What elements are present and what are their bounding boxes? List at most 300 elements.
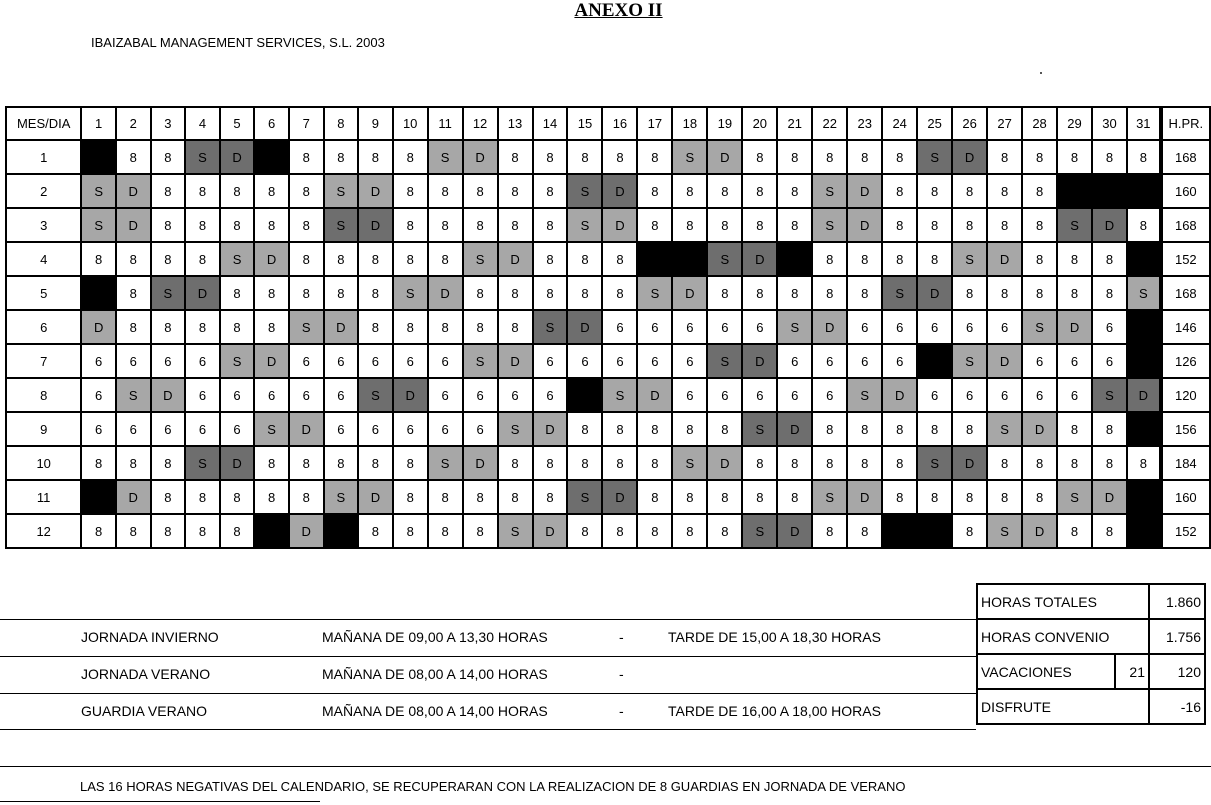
- hours-cell: 8: [393, 310, 428, 344]
- sunday-cell: D: [1022, 514, 1057, 548]
- hours-cell: 8: [498, 174, 533, 208]
- holiday-cell: [1057, 174, 1092, 208]
- hours-cell: 8: [812, 514, 847, 548]
- holiday-cell: [81, 140, 116, 174]
- day-header: 30: [1092, 107, 1127, 140]
- saturday-cell: S: [393, 276, 428, 310]
- sunday-cell: D: [847, 480, 882, 514]
- day-header: 24: [882, 107, 917, 140]
- disfrute-label: DISFRUTE: [977, 689, 1149, 724]
- hours-cell: 6: [81, 378, 116, 412]
- sunday-cell: D: [324, 310, 359, 344]
- month-total: 152: [1161, 242, 1210, 276]
- footer-note: LAS 16 HORAS NEGATIVAS DEL CALENDARIO, SE RECUPERARAN CON LA REALIZACION DE 8 GUARDIAS EN JORNADA DE VERANO: [80, 779, 906, 794]
- hours-cell: 8: [463, 514, 498, 548]
- hours-cell: 8: [1057, 412, 1092, 446]
- hours-cell: 8: [952, 174, 987, 208]
- hours-cell: 8: [289, 140, 324, 174]
- hours-cell: 8: [987, 208, 1022, 242]
- hours-cell: 8: [393, 140, 428, 174]
- hours-cell: 8: [777, 140, 812, 174]
- month-row: [6, 412, 1210, 446]
- sunday-cell: D: [707, 446, 742, 480]
- saturday-cell: S: [324, 174, 359, 208]
- hours-cell: 8: [1092, 276, 1127, 310]
- month-row: [6, 480, 1210, 514]
- hours-cell: 8: [533, 174, 568, 208]
- day-header: 26: [952, 107, 987, 140]
- sunday-cell: D: [289, 412, 324, 446]
- sunday-cell: D: [952, 446, 987, 480]
- calendar-body: [6, 140, 1210, 548]
- saturday-cell: S: [1022, 310, 1057, 344]
- month-label: 10: [6, 446, 81, 480]
- vacaciones-days: 21: [1115, 654, 1149, 689]
- hours-cell: 8: [812, 242, 847, 276]
- saturday-cell: S: [917, 140, 952, 174]
- day-header: 1: [81, 107, 116, 140]
- page-title: ANEXO II: [574, 0, 663, 21]
- hours-cell: 8: [151, 514, 186, 548]
- sunday-cell: D: [116, 480, 151, 514]
- sunday-cell: D: [533, 412, 568, 446]
- disfrute-value: -16: [1149, 689, 1205, 724]
- day-header: 23: [847, 107, 882, 140]
- hours-cell: 8: [116, 310, 151, 344]
- hours-cell: 8: [742, 208, 777, 242]
- saturday-cell: S: [220, 242, 255, 276]
- sunday-cell: D: [742, 344, 777, 378]
- hours-cell: 8: [777, 276, 812, 310]
- divider: [0, 619, 976, 620]
- day-header: 2: [116, 107, 151, 140]
- hours-cell: 6: [812, 378, 847, 412]
- hours-cell: 8: [742, 276, 777, 310]
- hours-cell: 8: [254, 174, 289, 208]
- totals-row: [977, 584, 1205, 619]
- schedule-afternoon: TARDE DE 15,00 A 18,30 HORAS: [668, 629, 881, 645]
- holiday-cell: [567, 378, 602, 412]
- hours-cell: 8: [393, 208, 428, 242]
- hours-cell: 8: [1022, 208, 1057, 242]
- hours-cell: 8: [777, 174, 812, 208]
- holiday-cell: [1127, 242, 1161, 276]
- saturday-cell: S: [498, 514, 533, 548]
- saturday-cell: S: [220, 344, 255, 378]
- month-label: 8: [6, 378, 81, 412]
- hours-cell: 8: [882, 242, 917, 276]
- saturday-cell: S: [289, 310, 324, 344]
- schedule-name: GUARDIA VERANO: [81, 703, 208, 719]
- schedule-afternoon: TARDE DE 16,00 A 18,00 HORAS: [668, 703, 881, 719]
- month-row: [6, 310, 1210, 344]
- schedule-separator: -: [619, 629, 624, 645]
- month-label: 9: [6, 412, 81, 446]
- hours-cell: 8: [428, 514, 463, 548]
- hours-cell: 8: [289, 480, 324, 514]
- saturday-cell: S: [742, 514, 777, 548]
- hours-cell: 8: [847, 140, 882, 174]
- saturday-cell: S: [637, 276, 672, 310]
- hours-cell: 8: [812, 412, 847, 446]
- hours-cell: 6: [498, 378, 533, 412]
- hours-cell: 8: [1127, 446, 1161, 480]
- day-header: 5: [220, 107, 255, 140]
- hours-cell: 6: [952, 310, 987, 344]
- hours-cell: 6: [742, 310, 777, 344]
- hours-cell: 6: [358, 344, 393, 378]
- hours-cell: 8: [987, 276, 1022, 310]
- hours-cell: 8: [917, 412, 952, 446]
- hours-cell: 6: [463, 378, 498, 412]
- hours-cell: 8: [220, 310, 255, 344]
- hours-cell: 8: [116, 446, 151, 480]
- hours-cell: 8: [289, 242, 324, 276]
- day-header: 20: [742, 107, 777, 140]
- holiday-cell: [81, 276, 116, 310]
- hours-cell: 8: [324, 276, 359, 310]
- hours-cell: 6: [707, 310, 742, 344]
- hours-cell: 8: [254, 310, 289, 344]
- hours-cell: 6: [151, 344, 186, 378]
- hours-cell: 8: [151, 446, 186, 480]
- hours-cell: 8: [220, 208, 255, 242]
- hours-cell: 8: [1057, 514, 1092, 548]
- sunday-cell: D: [637, 378, 672, 412]
- hours-cell: 8: [637, 208, 672, 242]
- hours-cell: 8: [672, 208, 707, 242]
- hours-cell: 8: [289, 446, 324, 480]
- vacaciones-label: VACACIONES: [977, 654, 1115, 689]
- hours-cell: 8: [637, 412, 672, 446]
- hours-cell: 8: [672, 514, 707, 548]
- holiday-cell: [1127, 344, 1161, 378]
- hours-cell: 8: [707, 174, 742, 208]
- month-label: 4: [6, 242, 81, 276]
- footer-divider: [0, 766, 1211, 767]
- month-row: [6, 140, 1210, 174]
- hours-cell: 8: [151, 242, 186, 276]
- holiday-cell: [254, 514, 289, 548]
- saturday-cell: S: [707, 242, 742, 276]
- saturday-cell: S: [672, 140, 707, 174]
- sunday-cell: D: [463, 446, 498, 480]
- hours-cell: 8: [917, 480, 952, 514]
- hours-cell: 6: [81, 412, 116, 446]
- hours-cell: 8: [567, 412, 602, 446]
- saturday-cell: S: [1057, 208, 1092, 242]
- day-header: 8: [324, 107, 359, 140]
- hours-cell: 8: [185, 242, 220, 276]
- day-header: 15: [567, 107, 602, 140]
- hours-cell: 6: [812, 344, 847, 378]
- sunday-cell: D: [777, 412, 812, 446]
- month-row: [6, 514, 1210, 548]
- hours-cell: 6: [1022, 344, 1057, 378]
- month-row: [6, 276, 1210, 310]
- month-row: [6, 242, 1210, 276]
- footer-divider: [0, 801, 320, 802]
- month-total: 168: [1161, 208, 1210, 242]
- hours-cell: 8: [777, 208, 812, 242]
- hours-cell: 8: [289, 208, 324, 242]
- holiday-cell: [1092, 174, 1127, 208]
- sunday-cell: D: [742, 242, 777, 276]
- hours-cell: 8: [220, 514, 255, 548]
- holiday-cell: [637, 242, 672, 276]
- divider: [0, 693, 976, 694]
- total-header: H.PR.: [1161, 107, 1210, 140]
- hours-cell: 8: [707, 412, 742, 446]
- holiday-cell: [1127, 310, 1161, 344]
- divider: [0, 656, 976, 657]
- hours-cell: 8: [917, 174, 952, 208]
- saturday-cell: S: [81, 174, 116, 208]
- saturday-cell: S: [151, 276, 186, 310]
- hours-cell: 8: [1022, 140, 1057, 174]
- hours-cell: 8: [358, 446, 393, 480]
- hours-cell: 8: [882, 412, 917, 446]
- totals-table: [976, 583, 1206, 725]
- day-header: 17: [637, 107, 672, 140]
- hours-cell: 8: [917, 242, 952, 276]
- hours-cell: 8: [358, 140, 393, 174]
- hours-cell: 8: [498, 140, 533, 174]
- holiday-cell: [777, 242, 812, 276]
- hours-cell: 8: [151, 310, 186, 344]
- hours-cell: 8: [882, 446, 917, 480]
- hours-cell: 6: [324, 412, 359, 446]
- hours-cell: 8: [185, 480, 220, 514]
- hours-cell: 8: [672, 174, 707, 208]
- day-header: 3: [151, 107, 186, 140]
- hours-cell: 6: [602, 344, 637, 378]
- saturday-cell: S: [847, 378, 882, 412]
- hours-cell: 6: [707, 378, 742, 412]
- hours-cell: 8: [707, 208, 742, 242]
- hours-cell: 8: [672, 412, 707, 446]
- horas-totales-value: 1.860: [1149, 584, 1205, 619]
- day-header: 29: [1057, 107, 1092, 140]
- hours-cell: 8: [1092, 446, 1127, 480]
- day-header: 11: [428, 107, 463, 140]
- hours-cell: 8: [567, 276, 602, 310]
- holiday-cell: [1127, 480, 1161, 514]
- hours-cell: 8: [707, 480, 742, 514]
- month-label: 3: [6, 208, 81, 242]
- hours-cell: 8: [254, 480, 289, 514]
- schedule-separator: -: [619, 666, 624, 682]
- saturday-cell: S: [185, 140, 220, 174]
- hours-cell: 8: [116, 514, 151, 548]
- hours-cell: 6: [1092, 344, 1127, 378]
- hours-cell: 8: [707, 276, 742, 310]
- sunday-cell: D: [289, 514, 324, 548]
- horas-convenio-label: HORAS CONVENIO: [977, 619, 1149, 654]
- hours-cell: 8: [777, 446, 812, 480]
- sunday-cell: D: [707, 140, 742, 174]
- sunday-cell: D: [1092, 480, 1127, 514]
- saturday-cell: S: [917, 446, 952, 480]
- hours-cell: 6: [672, 378, 707, 412]
- hours-cell: 8: [358, 514, 393, 548]
- hours-cell: 8: [533, 276, 568, 310]
- day-header: 14: [533, 107, 568, 140]
- saturday-cell: S: [1057, 480, 1092, 514]
- sunday-cell: D: [220, 446, 255, 480]
- hours-cell: 6: [185, 378, 220, 412]
- sunday-cell: D: [602, 208, 637, 242]
- saturday-cell: S: [1092, 378, 1127, 412]
- month-total: 168: [1161, 140, 1210, 174]
- hours-cell: 8: [777, 480, 812, 514]
- sunday-cell: D: [185, 276, 220, 310]
- day-header: 13: [498, 107, 533, 140]
- day-header: 28: [1022, 107, 1057, 140]
- hours-cell: 6: [987, 310, 1022, 344]
- saturday-cell: S: [812, 174, 847, 208]
- hours-cell: 8: [1022, 446, 1057, 480]
- hours-cell: 6: [742, 378, 777, 412]
- month-row: [6, 344, 1210, 378]
- hours-cell: 8: [393, 446, 428, 480]
- hours-cell: 8: [1057, 446, 1092, 480]
- saturday-cell: S: [812, 208, 847, 242]
- saturday-cell: S: [987, 412, 1022, 446]
- sunday-cell: D: [116, 174, 151, 208]
- hours-cell: 8: [847, 276, 882, 310]
- sunday-cell: D: [1022, 412, 1057, 446]
- hours-cell: 6: [463, 412, 498, 446]
- hours-cell: 8: [637, 140, 672, 174]
- saturday-cell: S: [742, 412, 777, 446]
- hours-cell: 6: [567, 344, 602, 378]
- hours-cell: 6: [1057, 344, 1092, 378]
- hours-cell: 8: [882, 480, 917, 514]
- hours-cell: 8: [812, 276, 847, 310]
- corner-label: MES/DIA: [6, 107, 81, 140]
- schedule-name: JORNADA VERANO: [81, 666, 211, 682]
- hours-cell: 8: [151, 140, 186, 174]
- day-header: 9: [358, 107, 393, 140]
- hours-cell: 8: [882, 174, 917, 208]
- hours-cell: 6: [882, 310, 917, 344]
- month-total: 168: [1161, 276, 1210, 310]
- hours-cell: 8: [428, 310, 463, 344]
- totals-row: [977, 654, 1205, 689]
- month-row: [6, 174, 1210, 208]
- sunday-cell: D: [463, 140, 498, 174]
- hours-cell: 6: [1092, 310, 1127, 344]
- day-header: 4: [185, 107, 220, 140]
- sunday-cell: D: [358, 480, 393, 514]
- hours-cell: 8: [1057, 276, 1092, 310]
- hours-cell: 6: [533, 378, 568, 412]
- saturday-cell: S: [567, 480, 602, 514]
- hours-cell: 8: [987, 140, 1022, 174]
- hours-cell: 8: [917, 208, 952, 242]
- holiday-cell: [81, 480, 116, 514]
- horas-totales-label: HORAS TOTALES: [977, 584, 1149, 619]
- month-row: [6, 208, 1210, 242]
- hours-cell: 8: [393, 174, 428, 208]
- hours-cell: 8: [567, 446, 602, 480]
- saturday-cell: S: [185, 446, 220, 480]
- sunday-cell: D: [987, 242, 1022, 276]
- sunday-cell: D: [567, 310, 602, 344]
- hours-cell: 8: [498, 208, 533, 242]
- hours-cell: 8: [847, 446, 882, 480]
- horas-convenio-value: 1.756: [1149, 619, 1205, 654]
- holiday-cell: [1127, 174, 1161, 208]
- hours-cell: 6: [428, 378, 463, 412]
- vacaciones-value: 120: [1149, 654, 1205, 689]
- hours-cell: 6: [777, 378, 812, 412]
- sunday-cell: D: [777, 514, 812, 548]
- hours-cell: 8: [742, 480, 777, 514]
- saturday-cell: S: [254, 412, 289, 446]
- hours-cell: 8: [116, 140, 151, 174]
- sunday-cell: D: [151, 378, 186, 412]
- hours-cell: 8: [533, 140, 568, 174]
- day-header: 21: [777, 107, 812, 140]
- hours-cell: 8: [847, 242, 882, 276]
- hours-cell: 8: [952, 208, 987, 242]
- hours-cell: 8: [358, 276, 393, 310]
- hours-cell: 8: [567, 242, 602, 276]
- hours-cell: 6: [116, 344, 151, 378]
- sunday-cell: D: [116, 208, 151, 242]
- hours-cell: 8: [151, 208, 186, 242]
- hours-cell: 8: [463, 480, 498, 514]
- saturday-cell: S: [707, 344, 742, 378]
- hours-cell: 6: [917, 310, 952, 344]
- month-label: 12: [6, 514, 81, 548]
- hours-cell: 8: [533, 446, 568, 480]
- company-name: IBAIZABAL MANAGEMENT SERVICES, S.L. 2003: [91, 35, 385, 50]
- day-header: 25: [917, 107, 952, 140]
- hours-cell: 6: [637, 310, 672, 344]
- hours-cell: 8: [185, 310, 220, 344]
- hours-cell: 8: [358, 310, 393, 344]
- holiday-cell: [882, 514, 917, 548]
- hours-cell: 8: [1022, 480, 1057, 514]
- hours-cell: 6: [185, 344, 220, 378]
- hours-cell: 6: [672, 310, 707, 344]
- sunday-cell: D: [358, 208, 393, 242]
- holiday-cell: [324, 514, 359, 548]
- calendar-header-row: [6, 107, 1210, 140]
- hours-cell: 8: [952, 412, 987, 446]
- saturday-cell: S: [81, 208, 116, 242]
- hours-cell: 8: [812, 140, 847, 174]
- hours-cell: 8: [952, 276, 987, 310]
- saturday-cell: S: [463, 242, 498, 276]
- hours-cell: 8: [847, 412, 882, 446]
- hours-cell: 8: [151, 480, 186, 514]
- calendar-table: [5, 106, 1211, 549]
- saturday-cell: S: [533, 310, 568, 344]
- hours-cell: 6: [254, 378, 289, 412]
- holiday-cell: [1127, 514, 1161, 548]
- hours-cell: 8: [637, 514, 672, 548]
- saturday-cell: S: [567, 208, 602, 242]
- hours-cell: 8: [428, 174, 463, 208]
- saturday-cell: S: [987, 514, 1022, 548]
- saturday-cell: S: [952, 242, 987, 276]
- sunday-cell: D: [602, 480, 637, 514]
- holiday-cell: [917, 344, 952, 378]
